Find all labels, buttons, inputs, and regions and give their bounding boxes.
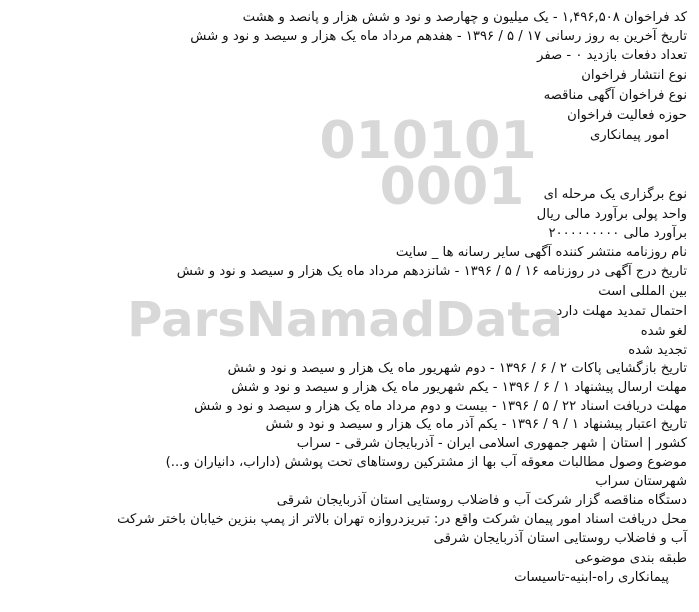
opening-date: تاریخ بازگشایی پاکات ۲ / ۶ / ۱۳۹۶ - دوم شهریور ماه یک هزار و سیصد و نود و شش [227, 361, 687, 376]
publication-type: نوع انتشار فراخوان [581, 68, 687, 83]
activity-field-label: حوزه فعالیت فراخوان [567, 108, 687, 123]
newspaper-date: تاریخ درج آگهی در روزنامه ۱۶ / ۵ / ۱۳۹۶ - شانزدهم مرداد ماه یک هزار و سیصد و نود و شش [176, 264, 687, 279]
cancelled-flag: لغو شده [640, 324, 687, 339]
last-update-date: تاریخ آخرین به روز رسانی ۱۷ / ۵ / ۱۳۹۶ - هفدهم مرداد ماه یک هزار و سیصد و نود و شش [190, 29, 687, 44]
watermark-binary-top: 010101 [319, 111, 537, 171]
subject: موضوع وصول مطالبات معوقه آب بها از مشترکین روستاهای تحت پوشش (داراب، دانیاران و...) [165, 455, 687, 470]
visit-count: تعداد دفعات بازدید ۰ - صفر [537, 48, 687, 63]
financial-estimate: برآورد مالی ۲۰۰۰۰۰۰۰۰۰ [548, 226, 687, 241]
holding-type: نوع برگزاری یک مرحله ای [543, 187, 687, 202]
renewed-flag: تجدید شده [628, 343, 687, 358]
international-flag: بین المللی است [598, 284, 687, 299]
watermark-brand: ParsNamadData [127, 292, 563, 348]
location: کشور | استان | شهر جمهوری اسلامی ایران - آذربایجان شرقی - سراب [296, 436, 687, 451]
tendering-organization: دستگاه مناقصه گزار شرکت آب و فاضلاب روستایی استان آذربایجان شرقی [276, 493, 687, 508]
subject-classification-value: پیمانکاری راه-ابنیه-تاسیسات [514, 570, 669, 585]
subject-continued: شهرستان سراب [595, 474, 687, 489]
activity-field-value: امور پیمانکاری [589, 128, 669, 143]
tender-code: کد فراخوان ۱,۴۹۶,۵۰۸ - یک میلیون و چهارصد و نود و شش هزار و پانصد و هشت [242, 10, 687, 25]
document-pickup-address-continued: آب و فاضلاب روستایی استان آذربایجان شرقی [433, 531, 687, 546]
tender-type: نوع فراخوان آگهی مناقصه [543, 88, 687, 103]
subject-classification-label: طبقه بندی موضوعی [574, 551, 687, 566]
documents-deadline: مهلت دریافت اسناد ۲۲ / ۵ / ۱۳۹۶ - بیست و دوم مرداد ماه یک هزار و سیصد و نود و شش [194, 399, 687, 414]
document-pickup-address: محل دریافت اسناد امور پیمان شرکت واقع در: تبریزدروازه تهران بالاتر از پمپ بنزین خیابان باختر شرکت [117, 512, 687, 527]
newspaper-name: نام روزنامه منتشر کننده آگهی سایر رسانه ها _ سایت [395, 245, 687, 260]
submission-deadline: مهلت ارسال پیشنهاد ۱ / ۶ / ۱۳۹۶ - یکم شهریور ماه یک هزار و سیصد و نود و شش [231, 380, 687, 395]
watermark-binary-bottom: 0001 [379, 157, 525, 217]
extension-possibility: احتمال تمدید مهلت دارد [556, 304, 687, 319]
currency-unit: واحد پولی برآورد مالی ریال [536, 207, 687, 222]
offer-validity-date: تاریخ اعتبار پیشنهاد ۱ / ۹ / ۱۳۹۶ - یکم آذر ماه یک هزار و سیصد و نود و شش [265, 417, 687, 432]
